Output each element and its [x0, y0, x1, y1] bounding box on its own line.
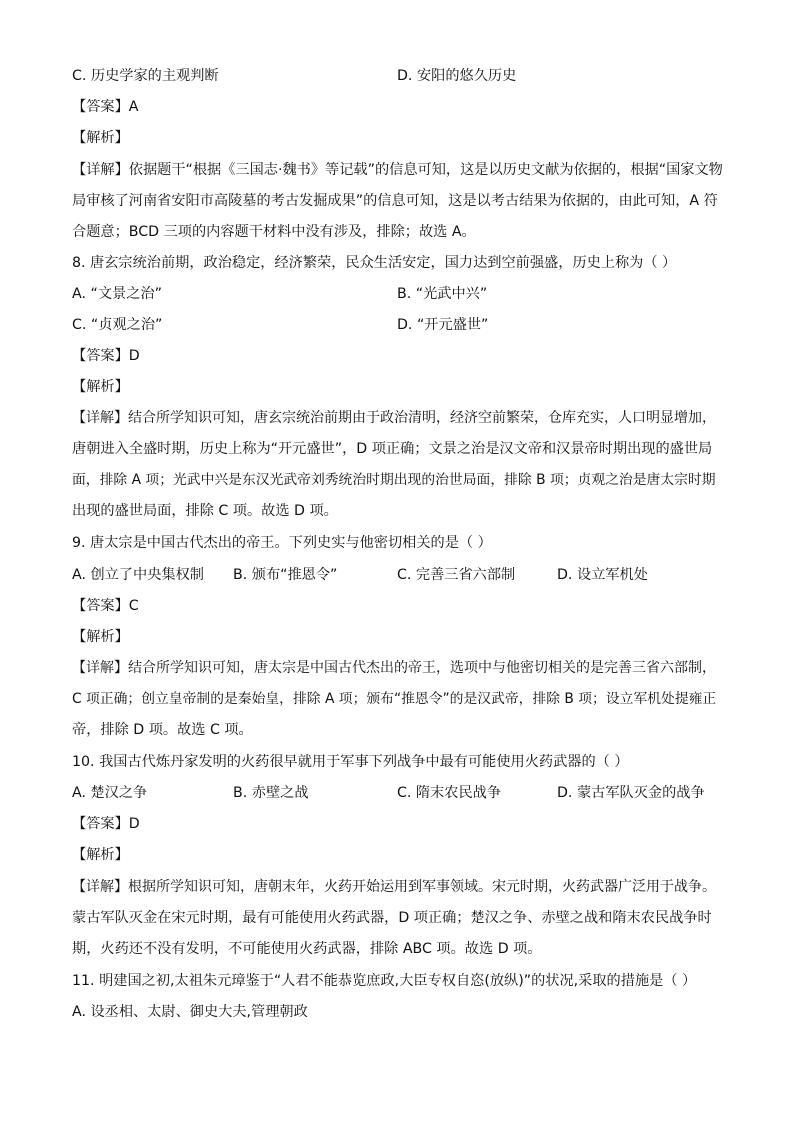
q9-detail-line-3: 帝，排除 D 项。故选 C 项。	[72, 722, 253, 738]
q10-detail-line-1: 【详解】根据所学知识可知，唐朝末年，火药开始运用到军事领域。宋元时期，火药武器广泛用于战争。	[72, 879, 716, 895]
q10-option-c: C. 隋末农民战争	[397, 785, 502, 801]
q11-stem: 11. 明建国之初,太祖朱元璋鉴于“人君不能恭览庶政,大臣专权自恣(放纵)”的状况,采取的措施是（ ）	[72, 973, 697, 989]
q8-detail-line-2: 唐朝进入全盛时期，历史上称为“开元盛世”，D 项正确；文景之治是汉文帝和汉景帝时期出现的盛世局	[72, 441, 713, 457]
q8-detail-line-3: 面，排除 A 项；光武中兴是东汉光武帝刘秀统治时期出现的治世局面，排除 B 项；贞观之治是唐太宗时期	[72, 472, 716, 488]
q9-analysis-label: 【解析】	[72, 629, 129, 645]
q8-detail-line-1: 【详解】结合所学知识可知，唐玄宗统治前期由于政治清明，经济空前繁荣，仓库充实，人口明显增加，	[72, 410, 716, 426]
q9-answer	[72, 596, 139, 616]
q9-stem: 9. 唐太宗是中国古代杰出的帝王。下列史实与他密切相关的是（ ）	[72, 535, 492, 551]
q8-option-a: A. “文景之治”	[72, 286, 162, 302]
q9-detail-line-1: 【详解】结合所学知识可知，唐太宗是中国古代杰出的帝王，选项中与他密切相关的是完善三省六部制，	[72, 660, 716, 676]
q8-option-d: D. “开元盛世”	[397, 317, 489, 333]
answer-value: A	[128, 99, 139, 115]
answer-label: 【答案】	[72, 598, 129, 614]
q10-answer	[72, 814, 140, 834]
q10-analysis-label: 【解析】	[72, 847, 129, 863]
q8-analysis-label: 【解析】	[72, 379, 129, 395]
q7-option-c: C. 历史学家的主观判断	[72, 68, 219, 84]
q11-option-a: A. 设丞相、太尉、御史大夫,管理朝政	[72, 1004, 308, 1020]
answer-label: 【答案】	[72, 348, 129, 364]
q8-detail-line-4: 出现的盛世局面，排除 C 项。故选 D 项。	[72, 503, 338, 519]
q7-detail-line-1: 【详解】依据题干“根据《三国志·魏书》等记载”的信息可知，这是以历史文献为依据的，根据“国家文物	[72, 162, 723, 178]
q7-detail-line-3: 合题意；BCD 三项的内容题干材料中没有涉及，排除；故选 A。	[72, 224, 476, 240]
q10-option-a: A. 楚汉之争	[72, 785, 148, 801]
q8-option-b: B. “光武中兴”	[397, 286, 488, 302]
q7-analysis-label: 【解析】	[72, 130, 129, 146]
answer-label: 【答案】	[72, 816, 129, 832]
answer-label: 【答案】	[72, 99, 129, 115]
answer-value: D	[128, 348, 140, 364]
q10-option-b: B. 赤壁之战	[233, 785, 309, 801]
q8-option-c: C. “贞观之治”	[72, 317, 163, 333]
q9-option-d: D. 设立军机处	[557, 567, 648, 583]
q7-detail-line-2: 局审核了河南省安阳市高陵墓的考古发掘成果”的信息可知，这是以考古结果为依据的，由此可知，A 符	[72, 193, 718, 209]
q10-option-d: D. 蒙古军队灭金的战争	[557, 785, 705, 801]
q7-answer	[72, 97, 138, 117]
q10-stem: 10. 我国古代炼丹家发明的火药很早就用于军事下列战争中最有可能使用火药武器的（ ）	[72, 754, 629, 770]
q10-detail-line-2: 蒙古军队灭金在宋元时期，最有可能使用火药武器，D 项正确；楚汉之争、赤壁之战和隋末农民战争时	[72, 910, 712, 926]
q7-option-d: D. 安阳的悠久历史	[397, 68, 517, 84]
q10-detail-line-3: 期，火药还不没有发明，不可能使用火药武器，排除 ABC 项。故选 D 项。	[72, 941, 542, 957]
answer-value: C	[128, 598, 139, 614]
q9-option-b: B. 颁布“推恩令”	[233, 567, 338, 583]
q8-stem: 8. 唐玄宗统治前期，政治稳定，经济繁荣，民众生活安定，国力达到空前强盛，历史上称为（ ）	[72, 255, 677, 271]
answer-value: D	[128, 816, 140, 832]
q9-option-c: C. 完善三省六部制	[397, 567, 516, 583]
q9-option-a: A. 创立了中央集权制	[72, 567, 204, 583]
q8-answer	[72, 346, 140, 366]
q9-detail-line-2: C 项正确；创立皇帝制的是秦始皇，排除 A 项；颁布“推恩令”的是汉武帝，排除 B 项；设立军机处提雍正	[72, 691, 717, 707]
